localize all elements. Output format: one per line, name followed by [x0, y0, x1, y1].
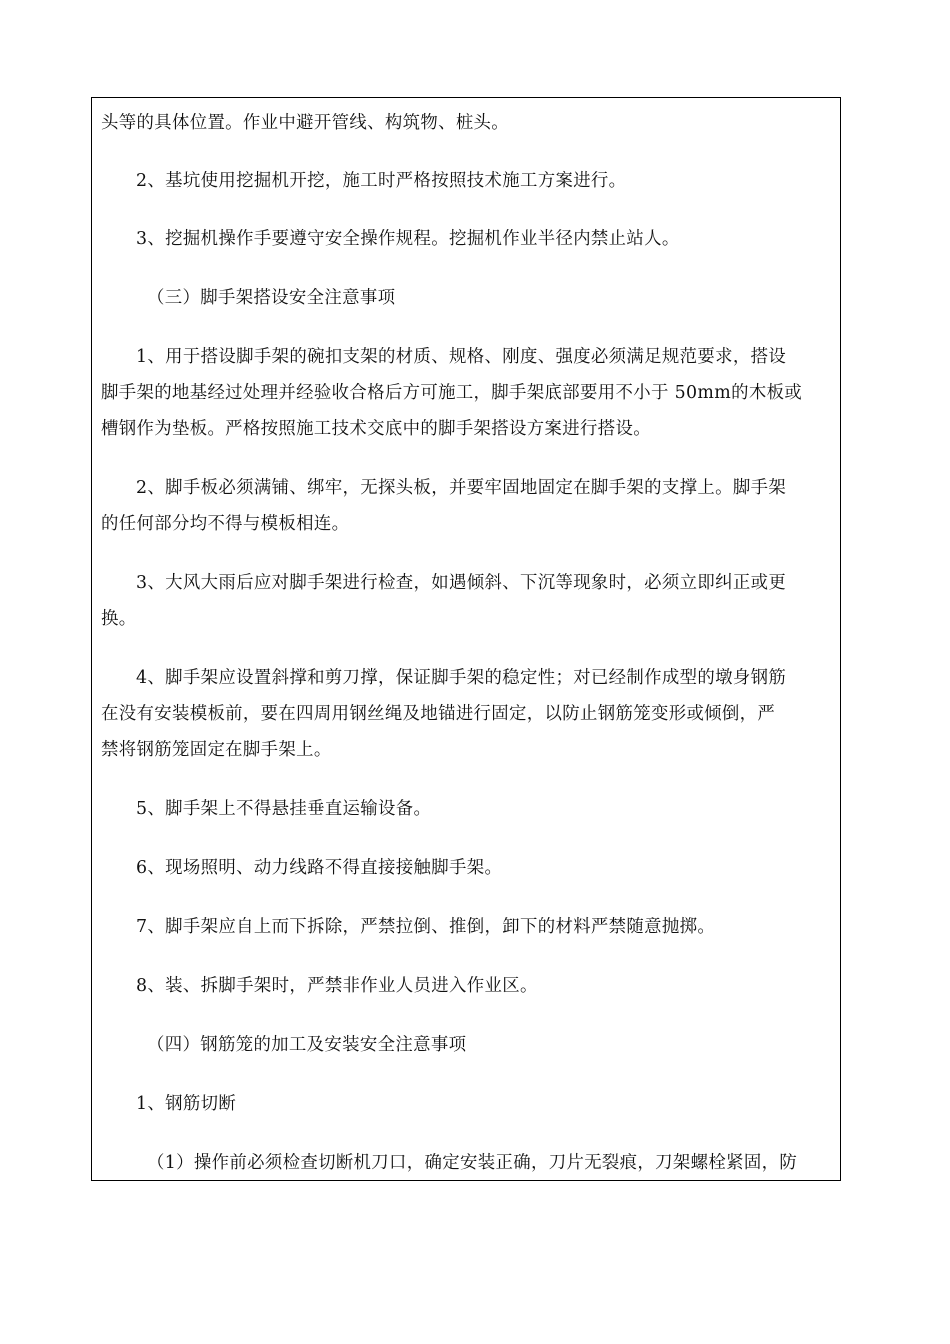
text-line: 8、装、拆脚手架时，严禁非作业人员进入作业区。: [136, 976, 538, 996]
text-line: 槽钢作为垫板。严格按照施工技术交底中的脚手架搭设方案进行搭设。: [101, 419, 651, 439]
section-heading: （三）脚手架搭设安全注意事项: [147, 288, 396, 308]
text-line: 4、脚手架应设置斜撑和剪刀撑，保证脚手架的稳定性；对已经制作成型的墩身钢筋: [136, 668, 787, 688]
document-frame: [91, 97, 841, 1181]
text-line: 3、大风大雨后应对脚手架进行检查，如遇倾斜、下沉等现象时，必须立即纠正或更: [136, 573, 787, 593]
text-line: 的任何部分均不得与模板相连。: [101, 514, 350, 534]
text-line: 头等的具体位置。作业中避开管线、构筑物、桩头。: [101, 113, 510, 133]
text-line: 2、基坑使用挖掘机开挖，施工时严格按照技术施工方案进行。: [136, 171, 627, 191]
text-line: 5、脚手架上不得悬挂垂直运输设备。: [136, 799, 432, 819]
text-line: 1、钢筋切断: [136, 1094, 237, 1114]
text-line: 禁将钢筋笼固定在脚手架上。: [101, 740, 332, 760]
text-line: 2、脚手板必须满铺、绑牢，无探头板，并要牢固地固定在脚手架的支撑上。脚手架: [136, 478, 787, 498]
text-line: 1、用于搭设脚手架的碗扣支架的材质、规格、刚度、强度必须满足规范要求，搭设: [136, 347, 787, 367]
text-line: 3、挖掘机操作手要遵守安全操作规程。挖掘机作业半径内禁止站人。: [136, 229, 680, 249]
section-heading: （四）钢筋笼的加工及安装安全注意事项: [147, 1035, 467, 1055]
text-line: 在没有安装模板前，要在四周用钢丝绳及地锚进行固定，以防止钢筋笼变形或倾倒，严: [101, 704, 776, 724]
text-line: （1）操作前必须检查切断机刀口，确定安装正确，刀片无裂痕，刀架螺栓紧固，防: [147, 1153, 798, 1173]
text-line: 6、现场照明、动力线路不得直接接触脚手架。: [136, 858, 503, 878]
text-line: 7、脚手架应自上而下拆除，严禁拉倒、推倒，卸下的材料严禁随意抛掷。: [136, 917, 716, 937]
text-line: 脚手架的地基经过处理并经验收合格后方可施工，脚手架底部要用不小于 50mm的木板或: [101, 383, 803, 403]
text-line: 换。: [101, 609, 137, 629]
